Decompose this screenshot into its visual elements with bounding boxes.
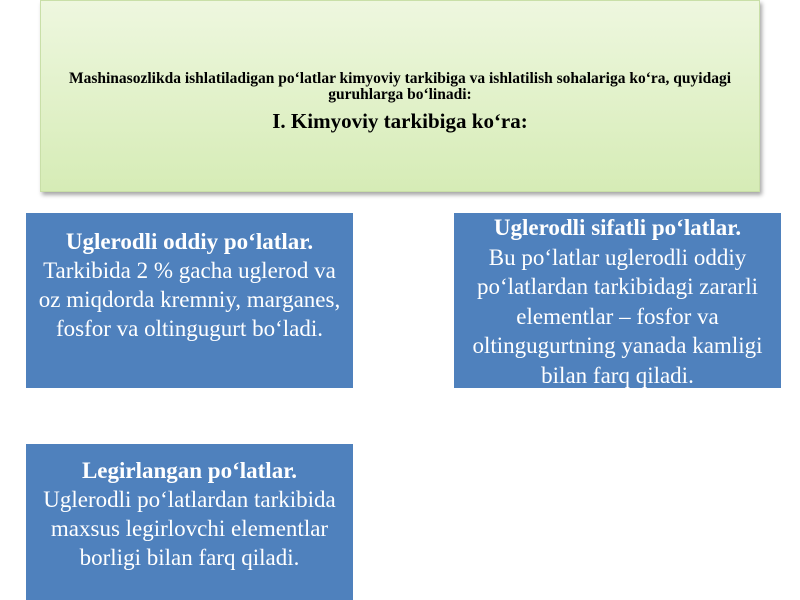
card-title: Legirlangan po‘latlar.	[81, 458, 298, 483]
card-alloy-steel	[26, 444, 353, 600]
card-title: Uglerodli oddiy po‘latlar.	[65, 229, 314, 254]
card-title: Uglerodli sifatli po‘latlar.	[493, 215, 742, 240]
card-body: Uglerodli po‘latlardan tarkibida maxsus legirlovchi elementlar borligi bilan farq qiladi.	[43, 487, 336, 570]
header-box	[40, 0, 760, 192]
card-carbon-ordinary-steel	[26, 213, 353, 388]
card-carbon-quality-steel	[454, 213, 781, 388]
card-body: Bu po‘latlar uglerodli oddiy po‘latlardan tarkibidagi zararli elementlar – fosfor va oltingugurtning yanada kamligi bilan farq qiladi.	[472, 244, 763, 388]
card-body: Tarkibida 2 % gacha uglerod va oz miqdorda kremniy, marganes, fosfor va oltingugurt bo‘ladi.	[38, 258, 341, 341]
header-subtitle: I. Kimyoviy tarkibiga ko‘ra:	[272, 109, 528, 133]
header-text: Mashinasozlikda ishlatiladigan po‘latlar kimyoviy tarkibiga va ishlatilish sohalariga ko‘ra, quyidagi guruhlarga bo‘linadi:	[68, 70, 732, 103]
